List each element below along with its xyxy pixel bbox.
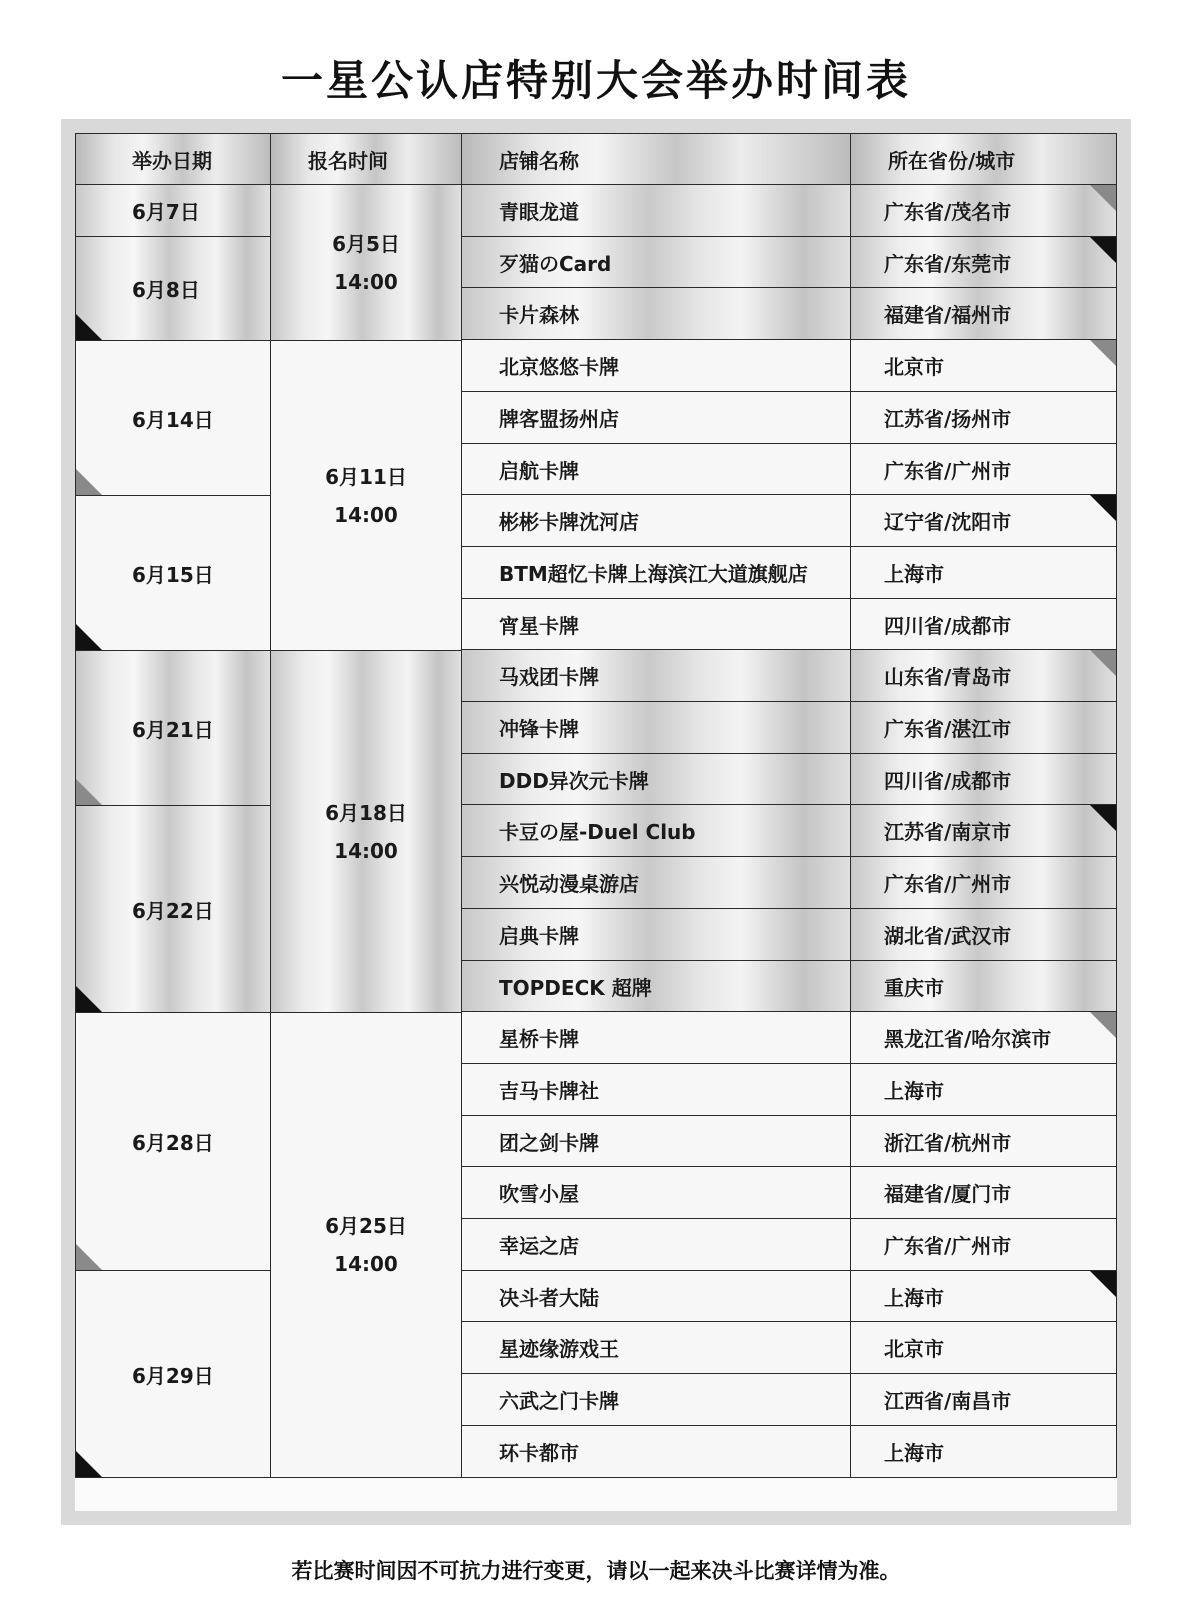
shop-name-cell — [462, 288, 851, 340]
corner-decoration — [76, 1451, 102, 1477]
schedule-table — [75, 133, 1117, 1511]
shop-name: 决斗者大陆 — [499, 1285, 599, 1310]
shop-city-cell — [851, 288, 1117, 340]
shop-name-cell — [462, 909, 851, 961]
shop-name-cell — [462, 444, 851, 495]
shop-name-cell — [462, 237, 851, 288]
page-title: 一星公认店特别大会举办时间表 — [280, 56, 911, 105]
shop-city-cell — [851, 444, 1117, 495]
shop-name-cell — [462, 1116, 851, 1167]
date-cell: 6月7日 — [75, 185, 271, 237]
shop-city-cell — [851, 1012, 1117, 1064]
shop-name: 歹猫のCard — [499, 251, 612, 276]
registration-cell — [271, 341, 462, 651]
corner-decoration — [1090, 185, 1116, 211]
header-shop: 店铺名称 — [462, 133, 851, 185]
corner-decoration — [1090, 495, 1116, 521]
shop-city-cell — [851, 1426, 1117, 1478]
shop-city: 黑龙江省/哈尔滨市 — [884, 1027, 1052, 1051]
shop-name-cell — [462, 1426, 851, 1478]
shop-city-cell — [851, 599, 1117, 650]
shop-city: 四川省/成都市 — [884, 768, 1012, 793]
shop-name: 吉马卡牌社 — [499, 1079, 599, 1103]
date-cell — [75, 237, 271, 341]
shop-name: 冲锋卡牌 — [499, 717, 579, 741]
shop-name-cell — [462, 805, 851, 857]
corner-decoration — [76, 986, 102, 1012]
shop-city-cell — [851, 1116, 1117, 1167]
date-cell — [75, 496, 271, 651]
shop-city: 上海市 — [884, 1441, 944, 1465]
date-cell — [75, 1013, 271, 1271]
corner-decoration — [76, 314, 102, 340]
shop-name-cell — [462, 702, 851, 754]
shop-name-cell — [462, 650, 851, 702]
shop-city-cell — [851, 1167, 1117, 1219]
shop-name: 六武之门卡牌 — [499, 1389, 619, 1413]
shop-city-cell — [851, 185, 1117, 237]
shop-name: 启航卡牌 — [499, 458, 579, 483]
shop-city-cell — [851, 547, 1117, 599]
registration-cell — [271, 185, 462, 341]
shop-city: 广东省/广州市 — [884, 872, 1012, 896]
shop-city: 福建省/福州市 — [884, 303, 1012, 327]
shop-city-cell — [851, 805, 1117, 857]
date-cell — [75, 1271, 271, 1478]
shop-city-cell — [851, 857, 1117, 909]
shop-name: 环卡都市 — [499, 1441, 579, 1465]
shop-city-cell — [851, 392, 1117, 444]
shop-city-cell — [851, 495, 1117, 547]
shop-name-cell — [462, 1167, 851, 1219]
date-label: 6月29日 — [132, 1363, 214, 1388]
shop-name: TOPDECK 超牌 — [499, 975, 652, 1000]
shop-name: 吹雪小屋 — [499, 1182, 579, 1206]
shop-name-cell — [462, 1064, 851, 1116]
shop-name: 北京悠悠卡牌 — [499, 355, 619, 379]
shop-name: DDD异次元卡牌 — [499, 768, 649, 793]
registration-cell — [271, 1013, 462, 1478]
shop-city: 广东省/湛江市 — [884, 717, 1012, 741]
shop-city: 辽宁省/沈阳市 — [884, 510, 1012, 534]
shop-city-cell — [851, 1219, 1117, 1271]
shop-name-cell — [462, 1322, 851, 1374]
date-label: 6月8日 — [132, 278, 200, 302]
date-label: 6月22日 — [132, 898, 214, 923]
shop-name: 团之剑卡牌 — [499, 1130, 599, 1155]
shop-name-cell — [462, 185, 851, 237]
date-label: 6月15日 — [132, 562, 214, 587]
shop-city: 浙江省/杭州市 — [884, 1130, 1012, 1155]
shop-name-cell — [462, 547, 851, 599]
shop-city-cell — [851, 1064, 1117, 1116]
shop-name: 星桥卡牌 — [499, 1027, 579, 1051]
shop-city-cell — [851, 237, 1117, 288]
shop-name-cell — [462, 340, 851, 392]
registration-time: 14:00 — [334, 1252, 398, 1276]
shop-name: BTM超忆卡牌上海滨江大道旗舰店 — [499, 562, 808, 586]
shop-name-cell — [462, 1271, 851, 1322]
corner-decoration — [76, 779, 102, 805]
shop-city-cell — [851, 909, 1117, 961]
registration-date: 6月18日 — [325, 800, 407, 825]
shop-name: 卡豆の屋-Duel Club — [499, 820, 696, 844]
registration-date: 6月25日 — [325, 1214, 407, 1238]
corner-decoration — [76, 1244, 102, 1270]
date-cell — [75, 341, 271, 496]
corner-decoration — [76, 624, 102, 650]
shop-city: 广东省/茂名市 — [884, 200, 1012, 224]
shop-name-cell — [462, 1374, 851, 1426]
shop-name-cell — [462, 754, 851, 805]
shop-name-cell — [462, 495, 851, 547]
shop-city-cell — [851, 1271, 1117, 1322]
shop-city: 上海市 — [884, 1079, 944, 1103]
shop-city-cell — [851, 1374, 1117, 1426]
header-date: 举办日期 — [75, 133, 271, 185]
shop-city: 北京市 — [884, 355, 944, 379]
shop-name: 兴悦动漫桌游店 — [499, 872, 639, 896]
shop-name-cell — [462, 1219, 851, 1271]
shop-name: 牌客盟扬州店 — [499, 407, 619, 431]
corner-decoration — [76, 469, 102, 495]
corner-decoration — [1090, 340, 1116, 366]
shop-name-cell — [462, 1012, 851, 1064]
shop-city: 山东省/青岛市 — [884, 665, 1012, 689]
corner-decoration — [1090, 237, 1116, 263]
shop-name: 星迹缘游戏王 — [499, 1337, 619, 1361]
registration-date: 6月5日 — [332, 231, 400, 256]
shop-city: 广东省/东莞市 — [884, 251, 1012, 276]
shop-city: 上海市 — [884, 562, 944, 586]
shop-name-cell — [462, 961, 851, 1012]
date-label: 6月21日 — [132, 717, 214, 742]
registration-time: 14:00 — [334, 269, 398, 294]
footer-note: 若比赛时间因不可抗力进行变更，请以一起来决斗比赛详情为准。 — [291, 1559, 901, 1583]
shop-city-cell — [851, 1322, 1117, 1374]
shop-name: 马戏团卡牌 — [499, 665, 599, 689]
date-label: 6月28日 — [132, 1131, 214, 1155]
shop-city: 江西省/南昌市 — [884, 1389, 1012, 1413]
corner-decoration — [1090, 1012, 1116, 1038]
date-cell — [75, 651, 271, 806]
shop-name-cell — [462, 599, 851, 650]
shop-city-cell — [851, 702, 1117, 754]
shop-city: 江苏省/南京市 — [884, 820, 1012, 844]
date-label: 6月14日 — [132, 407, 214, 432]
shop-city-cell — [851, 961, 1117, 1012]
corner-decoration — [1090, 805, 1116, 831]
shop-city: 广东省/广州市 — [884, 1234, 1012, 1258]
registration-time: 14:00 — [334, 502, 398, 527]
shop-city: 上海市 — [884, 1285, 944, 1310]
header-city: 所在省份/城市 — [851, 133, 1117, 185]
shop-name: 青眼龙道 — [499, 200, 579, 224]
shop-city-cell — [851, 754, 1117, 805]
registration-cell — [271, 651, 462, 1013]
shop-city: 福建省/厦门市 — [884, 1182, 1012, 1206]
shop-city: 重庆市 — [884, 975, 944, 1000]
shop-city: 湖北省/武汉市 — [884, 924, 1012, 948]
header-registration: 报名时间 — [271, 133, 462, 185]
shop-city: 北京市 — [884, 1337, 944, 1361]
shop-city: 广东省/广州市 — [884, 458, 1012, 483]
corner-decoration — [1090, 650, 1116, 676]
shop-city-cell — [851, 340, 1117, 392]
shop-city: 江苏省/扬州市 — [884, 407, 1012, 431]
shop-name: 幸运之店 — [499, 1234, 579, 1258]
shop-city: 四川省/成都市 — [884, 613, 1012, 638]
shop-name-cell — [462, 857, 851, 909]
shop-name: 宵星卡牌 — [499, 613, 579, 638]
shop-name-cell — [462, 392, 851, 444]
shop-name: 彬彬卡牌沈河店 — [499, 510, 639, 534]
corner-decoration — [1090, 1271, 1116, 1297]
registration-date: 6月11日 — [325, 464, 407, 489]
shop-city-cell — [851, 650, 1117, 702]
date-cell — [75, 806, 271, 1013]
shop-name: 启典卡牌 — [499, 924, 579, 948]
registration-time: 14:00 — [334, 838, 398, 863]
shop-name: 卡片森林 — [499, 303, 579, 327]
